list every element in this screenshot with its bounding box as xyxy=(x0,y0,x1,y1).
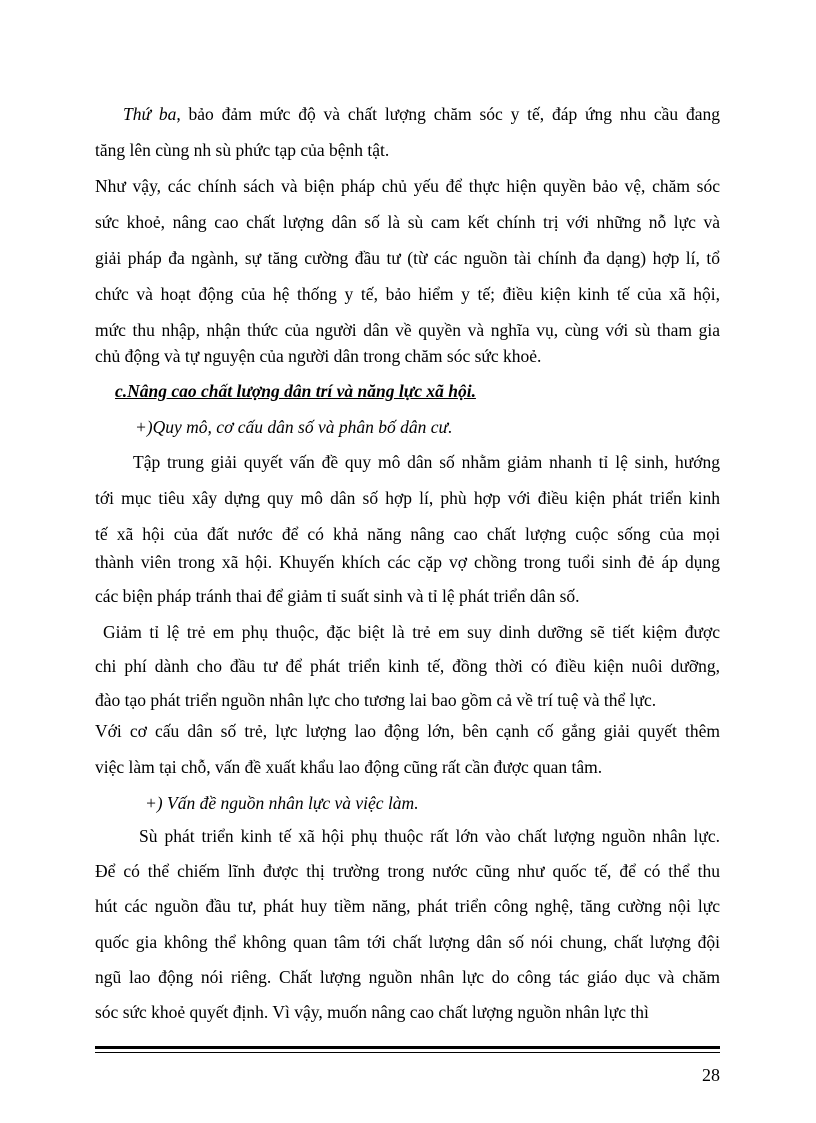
page-number: 28 xyxy=(702,1065,720,1085)
paragraph-line: các biện pháp tránh thai để giảm tỉ suất sinh và tỉ lệ phát triển dân số. xyxy=(95,586,580,606)
paragraph-line: giải pháp đa ngành, sự tăng cường đầu tư (từ các nguồn tài chính đa dạng) hợp lí, tổ xyxy=(95,248,720,268)
paragraph-line: hút các nguồn đầu tư, phát huy tiềm năng, phát triển công nghệ, tăng cường nội lực xyxy=(95,896,720,916)
paragraph-line: Giảm tỉ lệ trẻ em phụ thuộc, đặc biệt là trẻ em suy dinh dưỡng sẽ tiết kiệm được xyxy=(103,622,720,642)
paragraph-line: sức khoẻ, nâng cao chất lượng dân số là sù cam kết chính trị với những nỗ lực và xyxy=(95,212,720,232)
paragraph-line: đào tạo phát triển nguồn nhân lực cho tương lai bao gồm cả về trí tuệ và thể lực. xyxy=(95,690,657,710)
paragraph-line: việc làm tại chỗ, vấn đề xuất khẩu lao động cũng rất cần được quan tâm. xyxy=(95,757,603,777)
paragraph-line: Để có thể chiếm lĩnh được thị trường trong nước cũng như quốc tế, để có thể thu xyxy=(95,861,720,881)
paragraph-line: chi phí dành cho đầu tư để phát triển kinh tế, đồng thời có điều kiện nuôi dưỡng, xyxy=(95,656,720,676)
paragraph-line: tăng lên cùng nh sù phức tạp của bệnh tật. xyxy=(95,140,390,160)
paragraph-line: chức và hoạt động của hệ thống y tế, bảo hiểm y tế; điều kiện kinh tế của xã hội, xyxy=(95,284,720,304)
subsection-title: +)Quy mô, cơ cấu dân số và phân bố dân cư. xyxy=(135,417,453,437)
paragraph-line: quốc gia không thể không quan tâm tới chất lượng dân số nói chung, chất lượng đội xyxy=(95,932,720,952)
footer-rule-thick xyxy=(95,1046,720,1049)
footer-rule-thin xyxy=(95,1052,720,1053)
paragraph-line: mức thu nhập, nhận thức của người dân về quyền và nghĩa vụ, cùng với sù tham gia xyxy=(95,320,720,340)
paragraph-line: Sù phát triển kinh tế xã hội phụ thuộc rất lớn vào chất lượng nguồn nhân lực. xyxy=(139,826,720,846)
italic-lead: Thứ ba xyxy=(123,104,177,124)
paragraph-line: chủ động và tự nguyện của người dân trong chăm sóc sức khoẻ. xyxy=(95,346,542,366)
paragraph-line: Với cơ cấu dân số trẻ, lực lượng lao động lớn, bên cạnh cố gắng giải quyết thêm xyxy=(95,721,720,741)
paragraph-line: sóc sức khoẻ quyết định. Vì vậy, muốn nâng cao chất lượng nguồn nhân lực thì xyxy=(95,1002,649,1022)
paragraph-line: tới mục tiêu xây dựng quy mô dân số hợp lí, phù hợp với điều kiện phát triển kinh xyxy=(95,488,720,508)
paragraph-line: Tập trung giải quyết vấn đề quy mô dân số nhằm giảm nhanh tỉ lệ sinh, hướng xyxy=(133,452,720,472)
paragraph-line: ngũ lao động nói riêng. Chất lượng nguồn nhân lực do công tác giáo dục và chăm xyxy=(95,967,720,987)
subsection-title: +) Vấn đề nguồn nhân lực và việc làm. xyxy=(145,793,419,813)
paragraph-line: tế xã hội của đất nước để có khả năng nâng cao chất lượng cuộc sống của mọi xyxy=(95,524,720,544)
paragraph-line: Như vậy, các chính sách và biện pháp chủ yếu để thực hiện quyền bảo vệ, chăm sóc xyxy=(95,176,720,196)
paragraph-line: thành viên trong xã hội. Khuyến khích các cặp vợ chồng trong tuổi sinh đẻ áp dụng xyxy=(95,552,720,572)
section-heading: c.Nâng cao chất lượng dân trí và năng lực xã hội. xyxy=(115,381,476,401)
paragraph-line: Thứ ba, bảo đảm mức độ và chất lượng chăm sóc y tế, đáp ứng nhu cầu đang xyxy=(123,104,720,124)
